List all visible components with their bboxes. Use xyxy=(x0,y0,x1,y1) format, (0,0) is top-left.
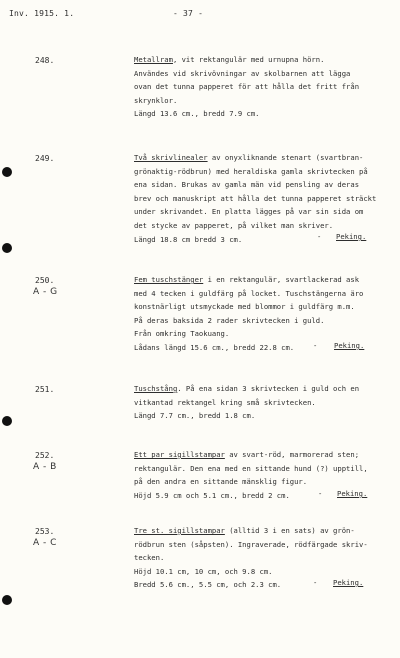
entry-title: Två skrivlinealer xyxy=(134,153,208,162)
entry-line: med 4 tecken i guldfärg på locket. Tuschstängerna äro xyxy=(134,288,364,298)
entry-number: 251. xyxy=(35,385,55,394)
entry-line: På deras baksida 2 rader skrivtecken i guld. xyxy=(134,315,325,325)
punch-hole xyxy=(2,167,12,177)
entry-title: Ett par sigillstampar xyxy=(134,450,225,459)
entry-line: Höjd 5.9 cm och 5.1 cm., bredd 2 cm. xyxy=(134,490,290,500)
entry-line: konstnärligt utsmyckade med blommor i guldfärg m.m. xyxy=(134,302,355,312)
entry-title: Metallram xyxy=(134,55,173,64)
entry-title: Tuschstång xyxy=(134,384,178,393)
entry-place: Peking. xyxy=(337,489,368,498)
entry-line: brev och manuskript att hålla det tunna papperet sträckt xyxy=(134,193,377,203)
entry-line: Längd 13.6 cm., bredd 7.9 cm. xyxy=(134,109,260,119)
entry-line: rektangulär. Den ena med en sittande hund (?) upptill, xyxy=(134,463,368,473)
entry-line: på den andra en sittande mänsklig figur. xyxy=(134,477,308,487)
punch-hole xyxy=(2,416,12,426)
entry-body xyxy=(134,382,396,423)
entry-line: i en rektangulär, svartlackerad ask xyxy=(203,275,360,284)
entry-body xyxy=(134,53,396,121)
entry-line: av svart-röd, marmorerad sten; xyxy=(224,450,360,459)
inventory-header: Inv. 1915. 1. xyxy=(9,9,75,18)
entry-number: 250. xyxy=(35,276,55,285)
entry-line: (alltid 3 i en sats) av grön- xyxy=(224,526,355,535)
entry-place: Peking. xyxy=(334,341,365,350)
entry-line: grönaktig-rödbrun) med heraldiska gamla skrivtecken på xyxy=(134,166,368,176)
entry-line: av onyxliknande stenart (svartbran- xyxy=(207,153,364,162)
handwritten-note: A - C xyxy=(33,538,57,548)
entry-line: Lådans längd 15.6 cm., bredd 22.8 cm. xyxy=(134,342,295,352)
entry-line: , vit rektangulär med urnupna hörn. xyxy=(172,55,325,64)
entry-line: Från omkring Taokuang. xyxy=(134,329,230,339)
entry-line: tecken. xyxy=(134,553,165,563)
entry-number: 249. xyxy=(35,154,55,163)
punch-hole xyxy=(2,243,12,253)
entry-title: Tre st. sigillstampar xyxy=(134,526,225,535)
entry-line: det stycke av papperet, på vilket man skriver. xyxy=(134,220,334,230)
entry-line: skrynklor. xyxy=(134,95,178,105)
entry-line: vitkantad rektangel kring små skrivtecken. xyxy=(134,397,316,407)
page-number: - 37 - xyxy=(173,9,204,18)
handwritten-note: A - G xyxy=(33,287,58,297)
entry-number: 248. xyxy=(35,56,55,65)
entry-line: . På ena sidan 3 skrivtecken i guld och en xyxy=(177,384,360,393)
document-page: Inv. 1915. 1. - 37 - 248. Metallram, vit rektangulär med urnupna hörn. Användes vid skrivövningar av skolbarnen att lägga ovan det tunna papperet för att hålla det fritt från skrynklor. Längd 13.6 cm., bredd 7.9 cm. 249. Två skrivlinealer av onyxliknande stenart (svartbran- grönaktig-rödbrun) med heraldiska gamla skrivtecken på ena sidan. Brukas av gamla män vid pensling av deras brev och manuskript att hålla det tunna papperet sträckt under skrivandet. En platta lägges på var sin sida om det stycke av papperet, på vilket man skriver. Längd 18.8 cm bredd 3 cm. - Peking. 250. A - G Fem tuschstänger i en rektangulär, svartlackerad ask med 4 tecken i guldfärg på locket. Tuschstängerna äro konstnärligt utsmyckade med blommor i guldfärg m.m. På deras baksida 2 rader skrivtecken i guld. Från omkring Taokuang. Lådans längd 15.6 cm., bredd 22.8 cm. - Peking. 251. Tuschstång. På ena sidan 3 skrivtecken i guld och en vitkantad rektangel kring små skrivtecken. Längd 7.7 cm., bredd 1.8 cm. 252. A - B Ett par sigillstampar av svart-röd, marmorerad sten; rektangulär. Den ena med en sittande hund (?) upptill, på den andra en sittande mänsklig figur. Höjd 5.9 cm och 5.1 cm., bredd 2 cm. - Peking. 253. A - C Tre st. sigillstampar (alltid 3 i en sats) av grön- rödbrun sten (såpsten). Ingraverade, rödfärgade skriv- tecken. Höjd 10.1 cm, 10 cm, och 9.8 cm. Bredd 5.6 cm., 5.5 cm, och 2.3 cm. - Peking. xyxy=(0,0,400,658)
entry-line: ovan det tunna papperet för att hålla det fritt från xyxy=(134,82,360,92)
entry-line: Längd 7.7 cm., bredd 1.8 cm. xyxy=(134,411,256,421)
entry-line: Längd 18.8 cm bredd 3 cm. xyxy=(134,234,243,244)
entry-place: Peking. xyxy=(333,578,364,587)
handwritten-note: A - B xyxy=(33,462,57,472)
entry-line: Bredd 5.6 cm., 5.5 cm, och 2.3 cm. xyxy=(134,580,282,590)
entry-title: Fem tuschstänger xyxy=(134,275,204,284)
entry-line: ena sidan. Brukas av gamla män vid pensling av deras xyxy=(134,180,360,190)
entry-line: rödbrun sten (såpsten). Ingraverade, rödfärgade skriv- xyxy=(134,539,368,549)
entry-place: Peking. xyxy=(336,232,367,241)
entry-number: 253. xyxy=(35,527,55,536)
entry-line: under skrivandet. En platta lägges på var sin sida om xyxy=(134,207,364,217)
entry-line: Användes vid skrivövningar av skolbarnen att lägga xyxy=(134,68,351,78)
punch-hole xyxy=(2,595,12,605)
entry-line: Höjd 10.1 cm, 10 cm, och 9.8 cm. xyxy=(134,566,273,576)
entry-number: 252. xyxy=(35,451,55,460)
